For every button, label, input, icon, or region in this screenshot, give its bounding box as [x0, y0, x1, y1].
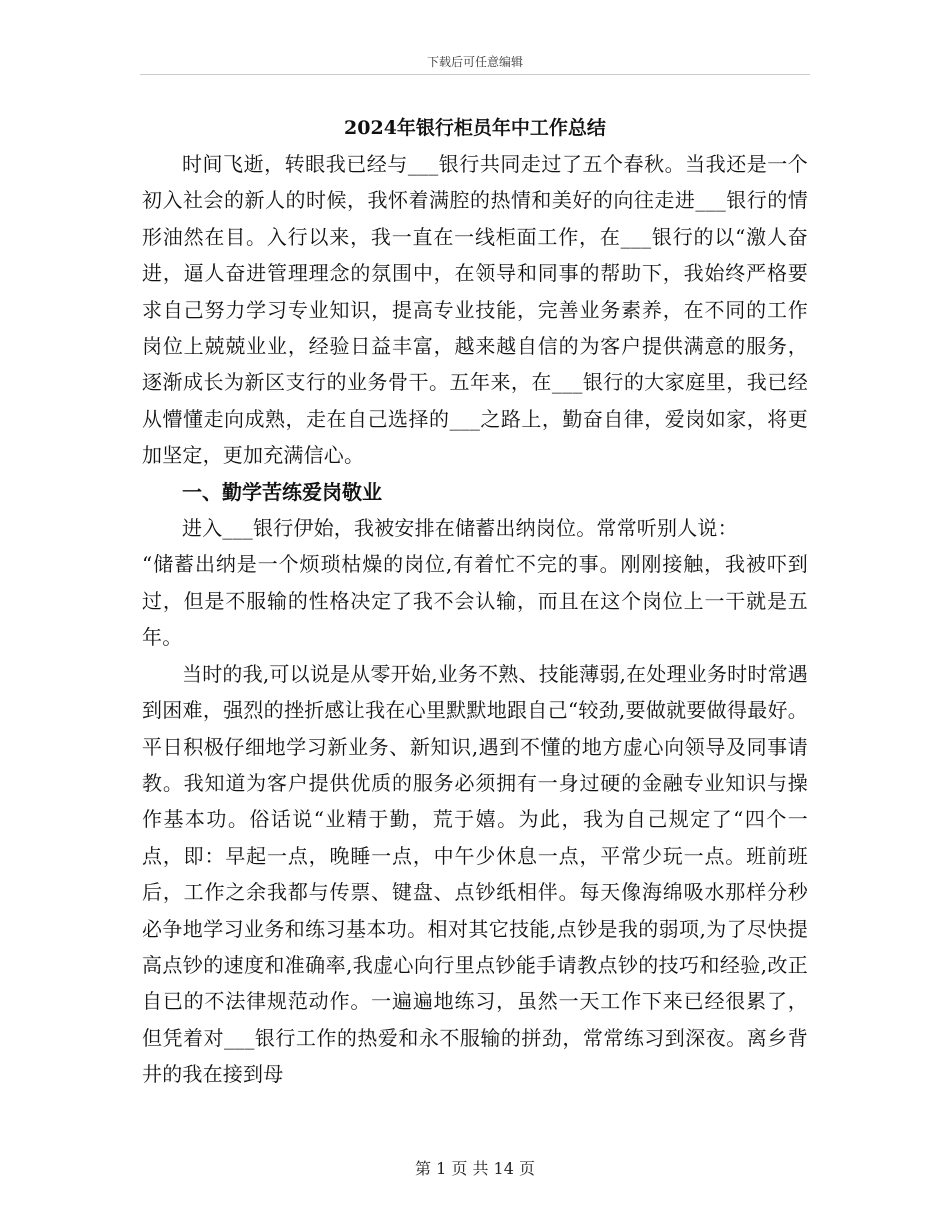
section-paragraph-3: 当时的我,可以说是从零开始,业务不熟、技能薄弱,在处理业务时时常遇到困难，强烈的挫折感让我在心里默默地跟自己“较劲,要做就要做得最好。平日积极仔细地学习新业务、新知识,遇到不懂的地方虚心向领导及同事请教。我知道为客户提供优质的服务必须拥有一身过硬的金融专业知识与操作基本功。俗话说“业精于勤，荒于嬉。为此，我为自己规定了“四个一点，即：早起一点，晚睡一点，中午少休息一点，平常少玩一点。班前班后，工作之余我都与传票、键盘、点钞纸相伴。每天像海绵吸水那样分秒必争地学习业务和练习基本功。相对其它技能,点钞是我的弱项,为了尽快提高点钞的速度和准确率,我虚心向行里点钞能手请教点钞的技巧和经验,改正自已的不法律规范动作。一遍遍地练习，虽然一天工作下来已经很累了，但凭着对___银行工作的热爱和永不服输的拼劲，常常练习到深夜。离乡背井的我在接到母 — [142, 661, 808, 1087]
document-body — [142, 110, 808, 1093]
page-header: 下载后可任意编辑 — [426, 55, 523, 69]
section-paragraph-1: 进入___银行伊始，我被安排在储蓄出纳岗位。常常听别人说： — [182, 516, 738, 541]
section-heading: 一、勤学苦练爱岗敬业 — [182, 479, 382, 504]
header-divider — [140, 74, 810, 75]
section-paragraph-2: “储蓄出纳是一个烦琐枯燥的岗位,有着忙不完的事。刚刚接触，我被吓到过，但是不服输的性格决定了我不会认输，而且在这个岗位上一干就是五年。 — [142, 552, 808, 650]
intro-paragraph: 时间飞逝，转眼我已经与___银行共同走过了五个春秋。当我还是一个初入社会的新人的时候，我怀着满腔的热情和美好的向往走进___银行的情形油然在目。入行以来，我一直在一线柜面工作，在___银行的以“激人奋进，逼人奋进管理理念的氛围中，在领导和同事的帮助下，我始终严格要求自己努力学习专业知识，提高专业技能，完善业务素养，在不同的工作岗位上兢兢业业，经验日益丰富，越来越自信的为客户提供满意的服务，逐渐成长为新区支行的业务骨干。五年来，在___银行的大家庭里，我已经从懵懂走向成熟，走在自己选择的___之路上，勤奋自律，爱岗如家，将更加坚定，更加充满信心。 — [142, 152, 808, 468]
page-footer: 第 1 页 共 14 页 — [415, 1159, 535, 1178]
document-title: 2024年银行柜员年中工作总结 — [344, 117, 606, 139]
